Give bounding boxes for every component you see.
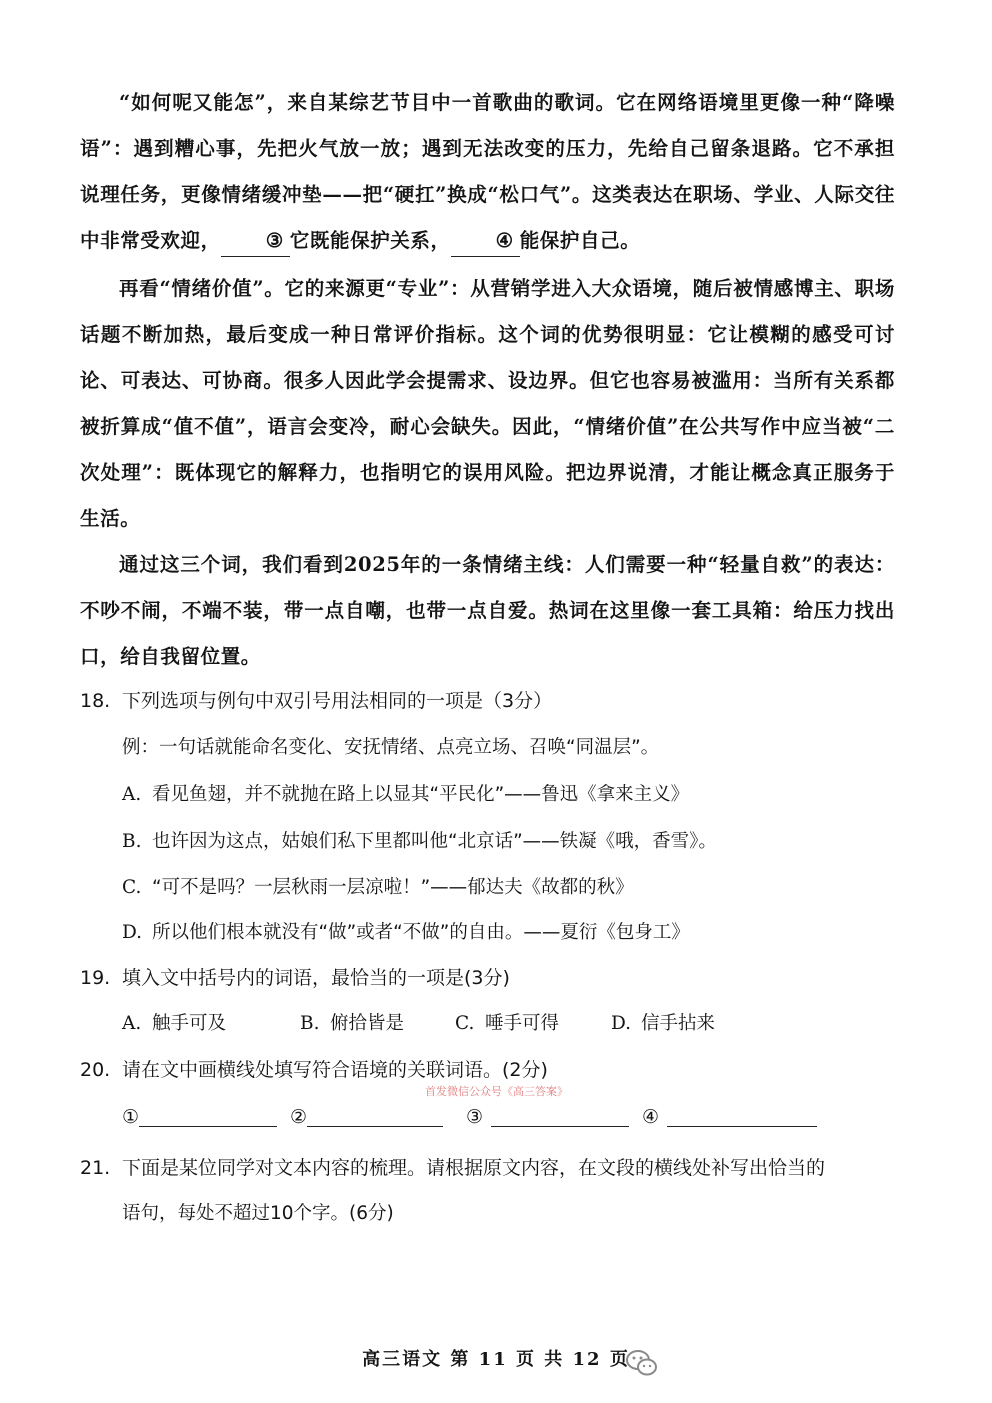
p1-text-a: “如何呢又能怎”，来自某综艺节目中一首歌曲的歌词。它在网络语境里更像一种“降噪语”：遇到糟心事，先把火气放一放；遇到无法改变的压力，先给自己留条退路。它不承担说理任务，更像情绪缓冲垫——把“硬扛”换成“松口气”。这类表达在职场、学业、人际交往中非常受欢迎，	[80, 91, 895, 252]
question-21-line-2: 语句，每处不超过10个字。(6分)	[122, 1203, 394, 1224]
question-20: 20. 请在文中画横线处填写符合语境的关联词语。(2分)	[80, 1059, 548, 1081]
question-19: 19. 填入文中括号内的词语，最恰当的一项是(3分)	[80, 967, 510, 989]
q19-option-b[interactable]: B. 俯拾皆是	[300, 1013, 405, 1034]
q20-blank-1[interactable]: ①	[122, 1102, 277, 1132]
blank-3: ③	[221, 226, 290, 257]
passage-paragraph-1	[80, 80, 895, 264]
passage-paragraph-3: 通过这三个词，我们看到2025年的一条情绪主线：人们需要一种“轻量自救”的表达：不吵不闹，不端不装，带一点自嘲，也带一点自爱。热词在这里像一套工具箱：给压力找出口，给自我留位置。	[80, 553, 895, 668]
q19-option-a[interactable]: A. 触手可及	[122, 1013, 227, 1034]
q20-answer-blanks	[122, 1102, 842, 1132]
page-footer: 高三语文 第 11 页 共 12 页	[362, 1349, 630, 1370]
q19-option-c[interactable]: C. 唾手可得	[455, 1013, 560, 1034]
q20-blank-4[interactable]: ④	[642, 1102, 817, 1132]
p1-text-c: 能保护自己。	[519, 229, 641, 252]
p1-text-b: 它既能保护关系，	[289, 229, 451, 252]
question-text: 下列选项与例句中双引号用法相同的一项是（3分）	[122, 690, 553, 712]
q18-option-b[interactable]: B. 也许因为这点，姑娘们私下里都叫他“北京话”——铁凝《哦，香雪》。	[122, 831, 717, 852]
q18-option-a[interactable]: A. 看见鱼翅，并不就抛在路上以显其“平民化”——鲁迅《拿来主义》	[122, 784, 690, 805]
q18-option-d[interactable]: D. 所以他们根本就没有“做”或者“不做”的自由。——夏衍《包身工》	[122, 922, 690, 943]
blank-4: ④	[451, 226, 520, 257]
q18-example: 例：一句话就能命名变化、安抚情绪、点亮立场、召唤“同温层”。	[122, 737, 660, 758]
question-21: 21. 下面是某位同学对文本内容的梳理。请根据原文内容，在文段的横线处补写出恰当的	[80, 1157, 826, 1179]
q19-option-d[interactable]: D. 信手拈来	[611, 1013, 716, 1034]
q20-blank-2[interactable]: ②	[290, 1102, 443, 1132]
watermark-text: 首发微信公众号《高三答案》	[425, 1085, 568, 1098]
q20-blank-3[interactable]: ③	[466, 1102, 629, 1132]
question-18	[80, 686, 895, 716]
passage-paragraph-2: 再看“情绪价值”。它的来源更“专业”：从营销学进入大众语境，随后被情感博主、职场话题不断加热，最后变成一种日常评价指标。这个词的优势很明显：它让模糊的感受可讨论、可表达、可协商。很多人因此学会提需求、设边界。但它也容易被滥用：当所有关系都被折算成“值不值”，语言会变冷，耐心会缺失。因此，“情绪价值”在公共写作中应当被“二次处理”：既体现它的解释力，也指明它的误用风险。把边界说清，才能让概念真正服务于生活。	[80, 277, 895, 530]
question-number: 18.	[80, 690, 111, 712]
wechat-icon	[622, 1343, 662, 1383]
q18-option-c[interactable]: C. “可不是吗？一层秋雨一层凉啦！”——郁达夫《故都的秋》	[122, 877, 634, 898]
